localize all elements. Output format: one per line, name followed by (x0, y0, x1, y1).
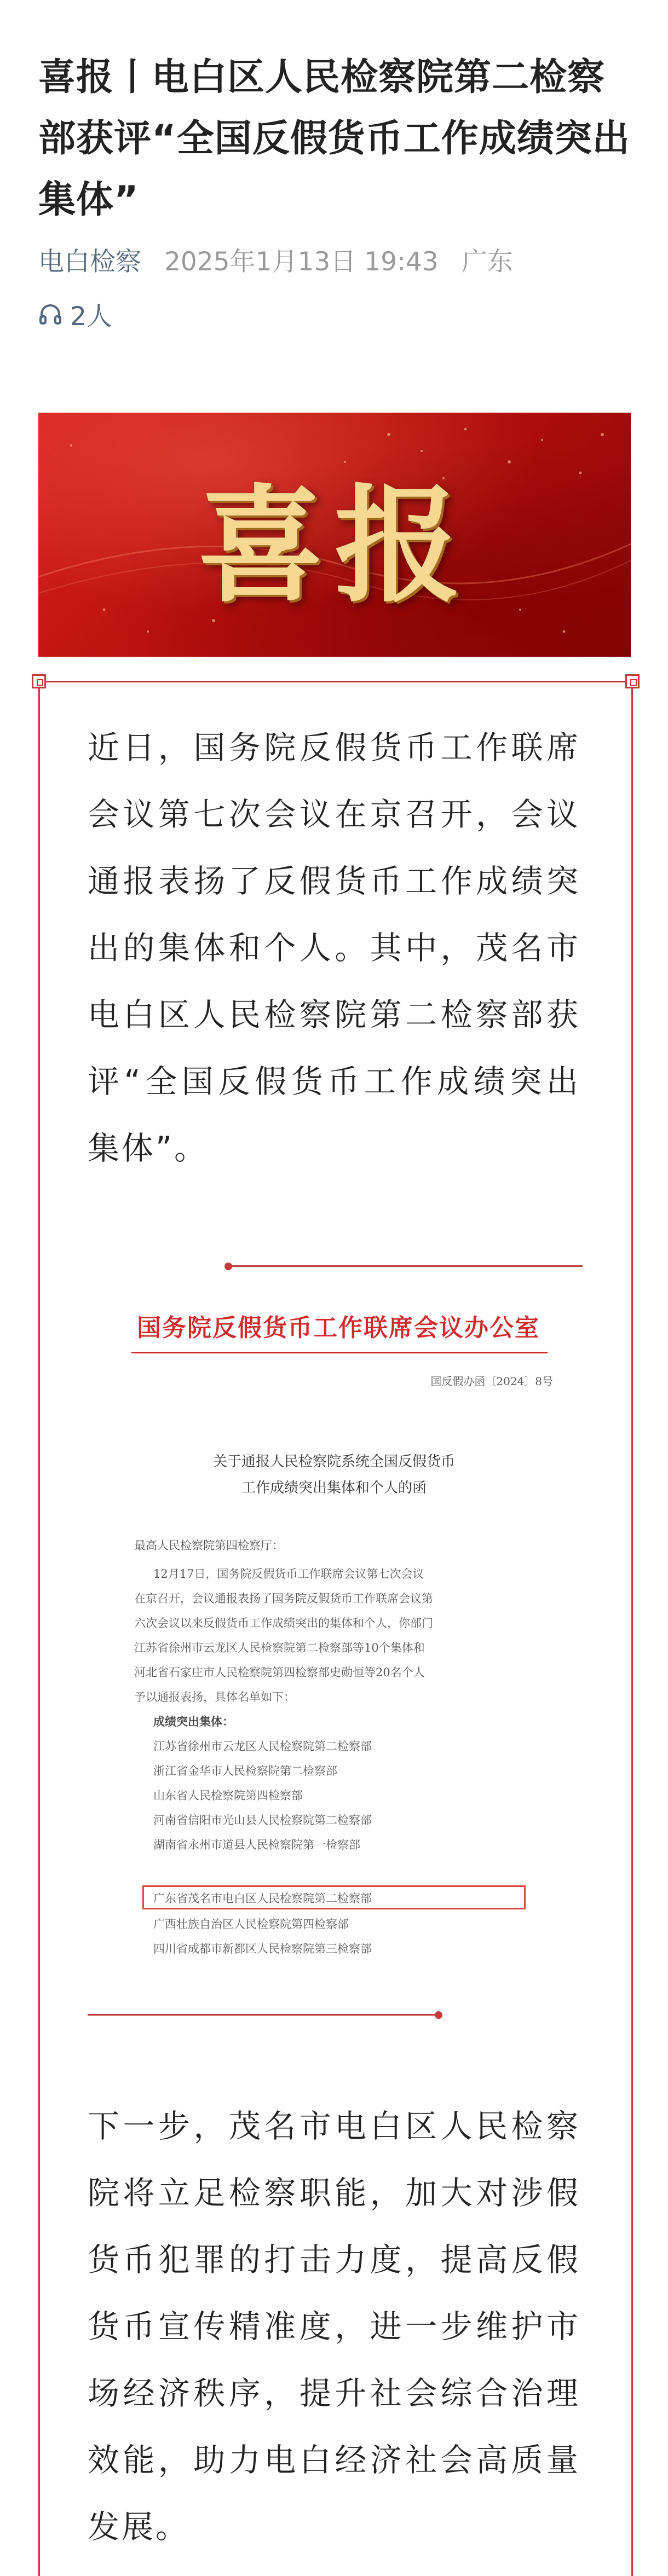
notice-header-rule (131, 1352, 548, 1353)
article-meta (38, 243, 513, 276)
notice-title-line: 关于通报人民检察院系统全国反假货币 (212, 1454, 455, 1470)
separator-line (88, 2014, 438, 2016)
notice-collective-item: 浙江省金华市人民检察院第二检察部 (153, 1764, 337, 1778)
notice-body-line: 河北省石家庄市人民检察院第四检察部史勋恒等20名个人 (134, 1666, 425, 1679)
notice-title-line: 工作成绩突出集体和个人的函 (241, 1480, 427, 1496)
article-title: 喜报丨电白区人民检察院第二检察部获评“全国反假货币工作成绩突出集体” (38, 56, 630, 222)
notice-collective-item: 广西壮族自治区人民检察院第四检察部 (153, 1918, 349, 1931)
publish-location: 广东 (461, 246, 513, 277)
notice-collective-item: 湖南省永州市道县人民检察院第一检察部 (153, 1838, 360, 1851)
notice-body-line: 江苏省徐州市云龙区人民检察院第二检察部等10个集体和 (134, 1641, 425, 1654)
notice-body-line: 在京召开，会议通报表扬了国务院反假货币工作联席会议第 (134, 1592, 433, 1605)
headphones-icon (38, 302, 62, 326)
notice-collective-item: 四川省成都市新都区人民检察院第三检察部 (153, 1942, 372, 1955)
listen-count[interactable] (38, 298, 112, 331)
frame-corner-ornament (32, 674, 46, 688)
highlight-box (142, 1885, 526, 1909)
notice-addressee: 最高人民检察院第四检察厅： (134, 1539, 284, 1552)
listener-count-text: 2人 (70, 301, 112, 332)
separator-dot (435, 2011, 442, 2019)
article-paragraph-2: 下一步，茂名市电白区人民检察院将立足检察职能，加大对涉假货币犯罪的打击力度，提高反假货币宣传精准度，进一步维护市场经济秩序，提升社会综合治理效能，助力电白经济社会高质量发展。 (88, 2108, 580, 2545)
notice-body-line: 予以通报表扬，具体名单如下： (134, 1691, 295, 1704)
notice-doc-number: 国反假办函〔2024〕8号 (430, 1375, 553, 1388)
notice-body-line: 六次会议以来反假货币工作成绩突出的集体和个人，你部门 (134, 1617, 433, 1630)
separator-line (229, 1265, 583, 1267)
notice-collective-item: 江苏省徐州市云龙区人民检察院第二检察部 (153, 1740, 372, 1753)
publish-date: 2025年1月13日 19:43 (164, 246, 439, 277)
celebration-banner (38, 413, 631, 657)
notice-collective-item: 山东省人民检察院第四检察部 (153, 1789, 303, 1802)
notice-collective-item: 河南省信阳市光山县人民检察院第二检察部 (153, 1814, 372, 1827)
banner-headline: 喜报 (197, 471, 471, 620)
notice-collective-item-highlighted: 广东省茂名市电白区人民检察院第二检察部 (153, 1892, 372, 1905)
notice-office-header: 国务院反假货币工作联席会议办公室 (137, 1314, 540, 1342)
source-account-link[interactable]: 电白检察 (38, 246, 141, 277)
notice-section-label: 成绩突出集体： (153, 1715, 234, 1728)
frame-corner-ornament (625, 674, 640, 688)
notice-body-line: 12月17日，国务院反假货币工作联席会议第七次会议 (153, 1567, 424, 1581)
notice-document-image (82, 1292, 586, 1992)
article-paragraph-1: 近日，国务院反假货币工作联席会议第七次会议在京召开，会议通报表扬了反假货币工作成绩突出的集体和个人。其中，茂名市电白区人民检察院第二检察部获评“全国反假货币工作成绩突出集体”。 (88, 729, 580, 1167)
